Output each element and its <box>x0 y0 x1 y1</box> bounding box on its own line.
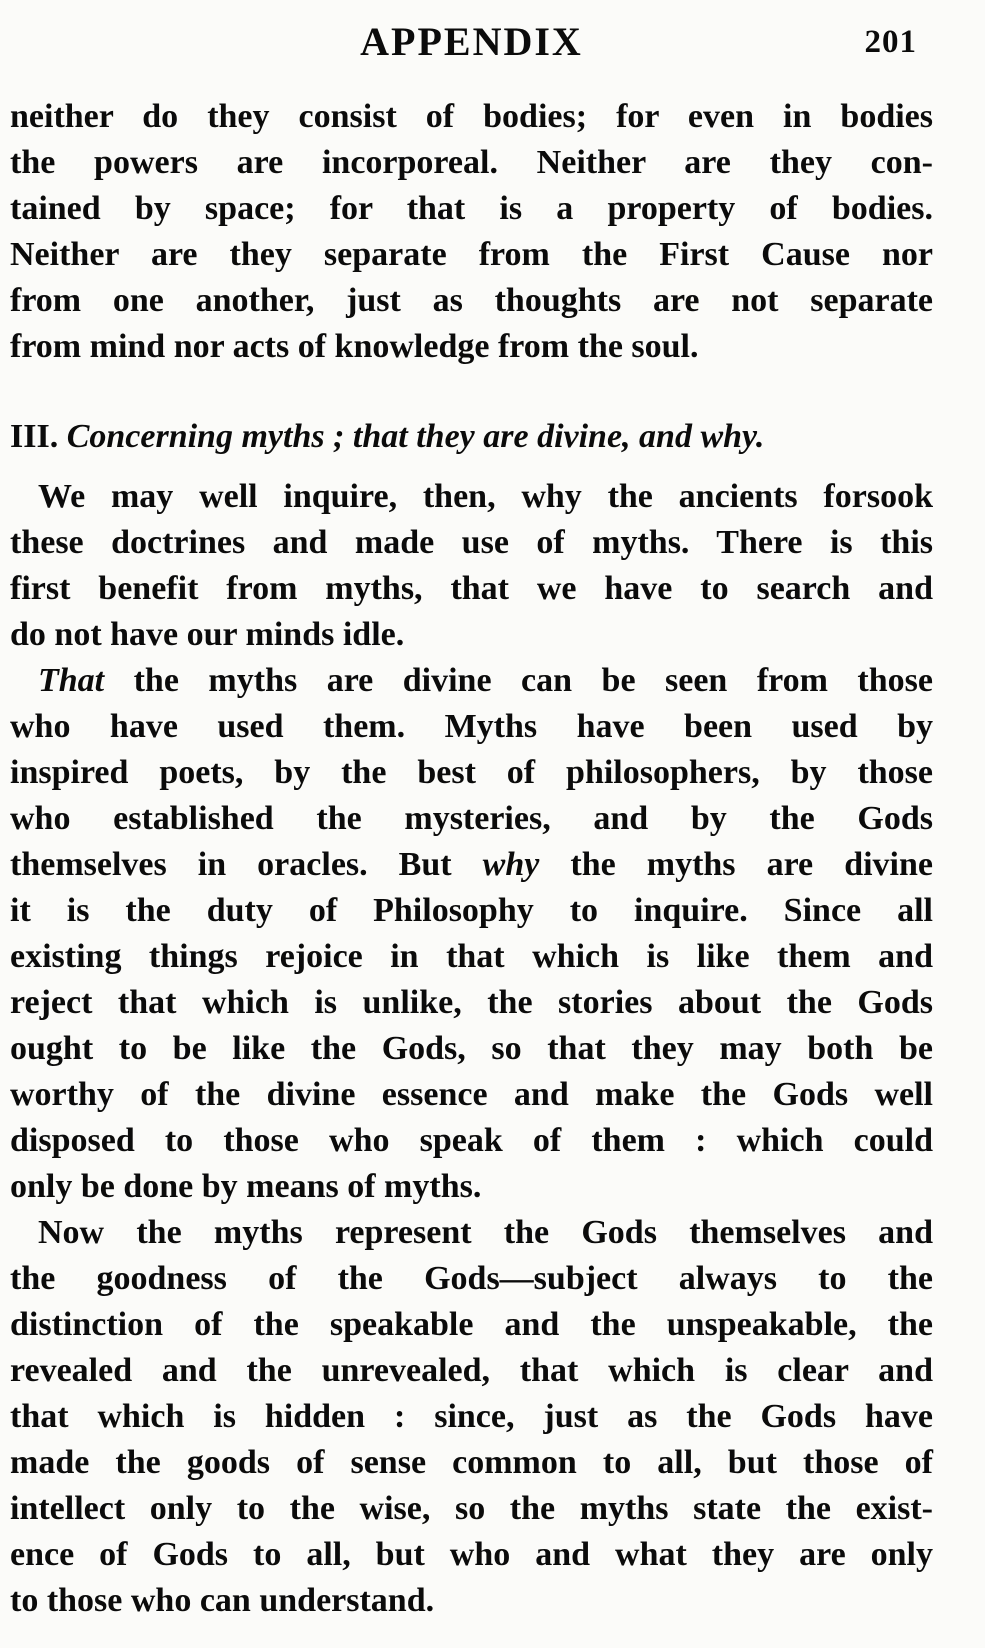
body-text-segment: themselves in oracles. But <box>10 846 483 883</box>
text-line <box>10 140 933 186</box>
text-line <box>10 750 933 796</box>
body-text-segment: III. <box>10 418 67 455</box>
text-line <box>10 1440 933 1486</box>
body-text-segment: these doctrines and made use of myths. There is this <box>10 524 933 561</box>
paragraph <box>10 94 933 370</box>
text-line <box>10 1164 933 1210</box>
body-text-segment: We may well inquire, then, why the ancients forsook <box>38 478 933 515</box>
text-line <box>10 1118 933 1164</box>
text-line <box>10 1348 933 1394</box>
text-line <box>10 414 933 460</box>
text-line <box>10 1532 933 1578</box>
italic-text: Concerning myths ; that they are divine, and why. <box>66 418 765 455</box>
text-line <box>10 474 933 520</box>
body-text-segment: neither do they consist of bodies; for even in bodies <box>10 98 933 135</box>
text-line <box>10 566 933 612</box>
text-line <box>10 842 933 888</box>
section-heading <box>10 414 933 460</box>
body-text-segment: first benefit from myths, that we have to search and <box>10 570 933 607</box>
body-text-segment: reject that which is unlike, the stories about the Gods <box>10 984 933 1021</box>
body-text-segment: do not have our minds idle. <box>10 616 405 653</box>
paragraph <box>10 1210 933 1624</box>
text-line <box>10 796 933 842</box>
text-line <box>10 186 933 232</box>
body-text-segment: disposed to those who speak of them : which could <box>10 1122 933 1159</box>
text-line <box>10 1256 933 1302</box>
body-text-segment: to those who can understand. <box>10 1582 435 1619</box>
text-line <box>10 1026 933 1072</box>
body-text-segment: that which is hidden : since, just as the Gods have <box>10 1398 933 1435</box>
body-text <box>10 94 933 1624</box>
italic-text: That <box>38 662 105 699</box>
body-text-segment: who have used them. Myths have been used by <box>10 708 933 745</box>
text-line <box>10 1578 933 1624</box>
text-line <box>10 612 933 658</box>
body-text-segment: intellect only to the wise, so the myths state the exist- <box>10 1490 933 1527</box>
text-line <box>10 520 933 566</box>
body-text-segment: who established the mysteries, and by the Gods <box>10 800 933 837</box>
body-text-segment: Neither are they separate from the First Cause nor <box>10 236 933 273</box>
text-line <box>10 704 933 750</box>
text-line <box>10 278 933 324</box>
body-text-segment: the goodness of the Gods—subject always to the <box>10 1260 933 1297</box>
body-text-segment: only be done by means of myths. <box>10 1168 482 1205</box>
text-line <box>10 94 933 140</box>
body-text-segment: ence of Gods to all, but who and what they are only <box>10 1536 933 1573</box>
body-text-segment: from mind nor acts of knowledge from the soul. <box>10 328 699 365</box>
body-text-segment: the myths are divine can be seen from those <box>104 662 933 699</box>
body-text-segment: it is the duty of Philosophy to inquire. Since all <box>10 892 933 929</box>
body-text-segment: worthy of the divine essence and make the Gods well <box>10 1076 933 1113</box>
body-text-segment: revealed and the unrevealed, that which is clear and <box>10 1352 933 1389</box>
page-number: 201 <box>864 24 917 60</box>
paragraph <box>10 658 933 1210</box>
body-text-segment: Now the myths represent the Gods themselves and <box>38 1214 933 1251</box>
body-text-segment: existing things rejoice in that which is like them and <box>10 938 933 975</box>
body-text-segment: tained by space; for that is a property of bodies. <box>10 190 933 227</box>
text-line <box>10 980 933 1026</box>
body-text-segment: the myths are divine <box>539 846 933 883</box>
italic-text: why <box>482 846 540 883</box>
text-line <box>10 658 933 704</box>
text-line <box>10 1394 933 1440</box>
text-line <box>10 232 933 278</box>
body-text-segment: from one another, just as thoughts are not separate <box>10 282 933 319</box>
text-line <box>10 1486 933 1532</box>
body-text-segment: made the goods of sense common to all, but those of <box>10 1444 933 1481</box>
paragraph <box>10 474 933 658</box>
body-text-segment: the powers are incorporeal. Neither are they con- <box>10 144 933 181</box>
text-line <box>10 1072 933 1118</box>
body-text-segment: ought to be like the Gods, so that they may both be <box>10 1030 933 1067</box>
text-line <box>10 1210 933 1256</box>
text-line <box>10 324 933 370</box>
text-line <box>10 888 933 934</box>
text-line <box>10 1302 933 1348</box>
page-header-title: APPENDIX <box>360 19 583 64</box>
body-text-segment: inspired poets, by the best of philosophers, by those <box>10 754 933 791</box>
text-line <box>10 934 933 980</box>
body-text-segment: distinction of the speakable and the unspeakable, the <box>10 1306 933 1343</box>
page-header <box>10 16 933 74</box>
